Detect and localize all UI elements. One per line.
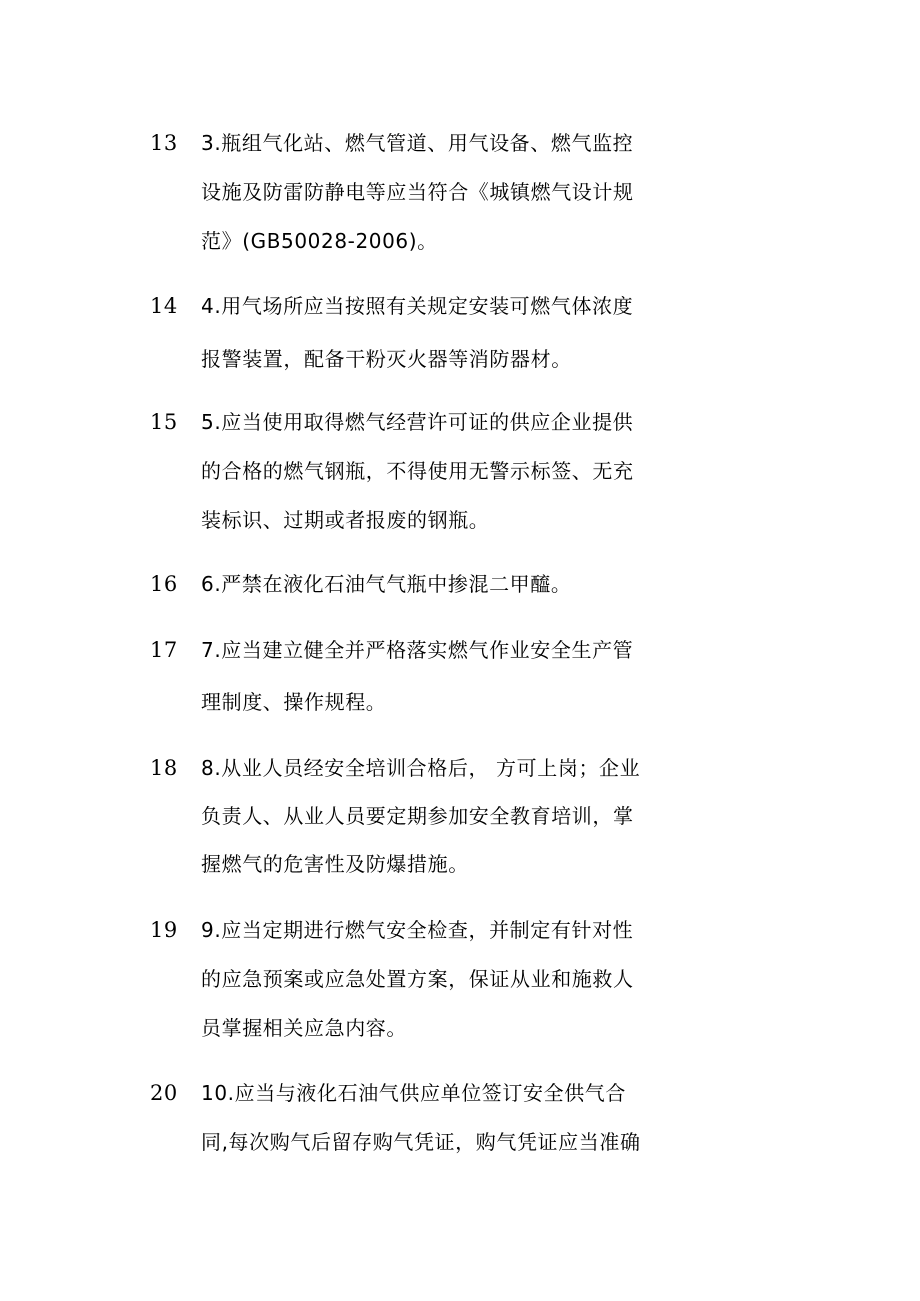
item-text-line: 6.严禁在液化石油气气瓶中掺混二甲醯。 [201, 572, 572, 596]
item-text-line: 3.瓶组气化站、燃气管道、用气设备、燃气监控 [201, 131, 634, 155]
item-text-line: 7.应当建立健全并严格落实燃气作业安全生产管 [201, 638, 634, 662]
item-number: 17 [150, 638, 178, 662]
item-text-line: 的合格的燃气钢瓶，不得使用无警示标签、无充 [201, 459, 634, 483]
item-number: 14 [150, 294, 178, 318]
item-text-line: 4.用气场所应当按照有关规定安装可燃气体浓度 [201, 294, 634, 318]
item-number: 18 [150, 756, 178, 780]
item-text-line: 8.从业人员经安全培训合格后， 方可上岗；企业 [201, 756, 641, 780]
item-number: 16 [150, 572, 178, 596]
item-number: 13 [150, 131, 178, 155]
item-text-line: 握燃气的危害性及防爆措施。 [201, 852, 469, 876]
item-number: 15 [150, 410, 178, 434]
item-text-line: 装标识、过期或者报废的钢瓶。 [201, 508, 490, 532]
item-text-line: 9.应当定期进行燃气安全检查，并制定有针对性 [201, 918, 634, 942]
item-text-line: 报警装置，配备干粉灭火器等消防器材。 [201, 347, 572, 371]
item-text-line: 5.应当使用取得燃气经营许可证的供应企业提供 [201, 410, 634, 434]
item-text-line: 同,每次购气后留存购气凭证，购气凭证应当准确 [201, 1130, 641, 1154]
item-text-line: 设施及防雷防静电等应当符合《城镇燃气设计规 [201, 180, 634, 204]
item-number: 19 [150, 918, 178, 942]
item-text-line: 负责人、从业人员要定期参加安全教育培训，掌 [201, 804, 634, 828]
item-text-line: 理制度、操作规程。 [201, 690, 387, 714]
item-text-line: 员掌握相关应急内容。 [201, 1016, 407, 1040]
item-text-line: 范》(GB50028-2006)。 [201, 229, 438, 253]
item-text-line: 的应急预案或应急处置方案，保证从业和施救人 [201, 967, 634, 991]
item-number: 20 [150, 1081, 178, 1105]
item-text-line: 10.应当与液化石油气供应单位签订安全供气合 [201, 1081, 627, 1105]
